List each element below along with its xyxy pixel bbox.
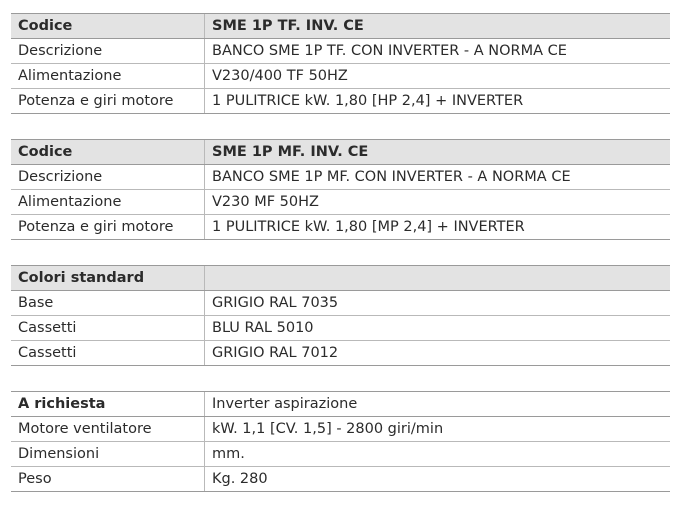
row-label: Motore ventilatore [11,417,205,442]
header-label: Codice [11,14,205,39]
table-header-row [11,392,670,417]
row-label: Alimentazione [11,190,205,215]
header-label: A richiesta [11,392,205,417]
table-row [11,64,670,89]
spec-table-options [11,391,670,492]
table-row [11,215,670,240]
table-row [11,417,670,442]
row-value: V230 MF 50HZ [205,190,671,215]
header-label: Codice [11,140,205,165]
row-label: Dimensioni [11,442,205,467]
row-label: Potenza e giri motore [11,215,205,240]
spec-table-mf [11,139,670,240]
header-label: Colori standard [11,266,205,291]
spec-table-colors [11,265,670,366]
header-value: SME 1P MF. INV. CE [205,140,671,165]
table-row [11,341,670,366]
table-row [11,442,670,467]
table-row [11,190,670,215]
table-row [11,316,670,341]
header-value: Inverter aspirazione [205,392,671,417]
row-value: 1 PULITRICE kW. 1,80 [MP 2,4] + INVERTER [205,215,671,240]
row-value: kW. 1,1 [CV. 1,5] - 2800 giri/min [205,417,671,442]
row-value: V230/400 TF 50HZ [205,64,671,89]
header-value: SME 1P TF. INV. CE [205,14,671,39]
row-label: Descrizione [11,39,205,64]
row-label: Peso [11,467,205,492]
spec-table-tf [11,13,670,114]
row-label: Alimentazione [11,64,205,89]
table-row [11,467,670,492]
row-label: Cassetti [11,341,205,366]
row-label: Descrizione [11,165,205,190]
row-value: GRIGIO RAL 7012 [205,341,671,366]
row-value: Kg. 280 [205,467,671,492]
row-value: BLU RAL 5010 [205,316,671,341]
row-value: BANCO SME 1P TF. CON INVERTER - A NORMA CE [205,39,671,64]
table-row [11,89,670,114]
table-row [11,39,670,64]
row-label: Cassetti [11,316,205,341]
table-row [11,165,670,190]
header-value [205,266,671,291]
row-value: 1 PULITRICE kW. 1,80 [HP 2,4] + INVERTER [205,89,671,114]
row-value: BANCO SME 1P MF. CON INVERTER - A NORMA CE [205,165,671,190]
table-header-row [11,140,670,165]
table-header-row [11,14,670,39]
row-label: Potenza e giri motore [11,89,205,114]
row-label: Base [11,291,205,316]
row-value: GRIGIO RAL 7035 [205,291,671,316]
row-value: mm. [205,442,671,467]
table-header-row [11,266,670,291]
table-row [11,291,670,316]
